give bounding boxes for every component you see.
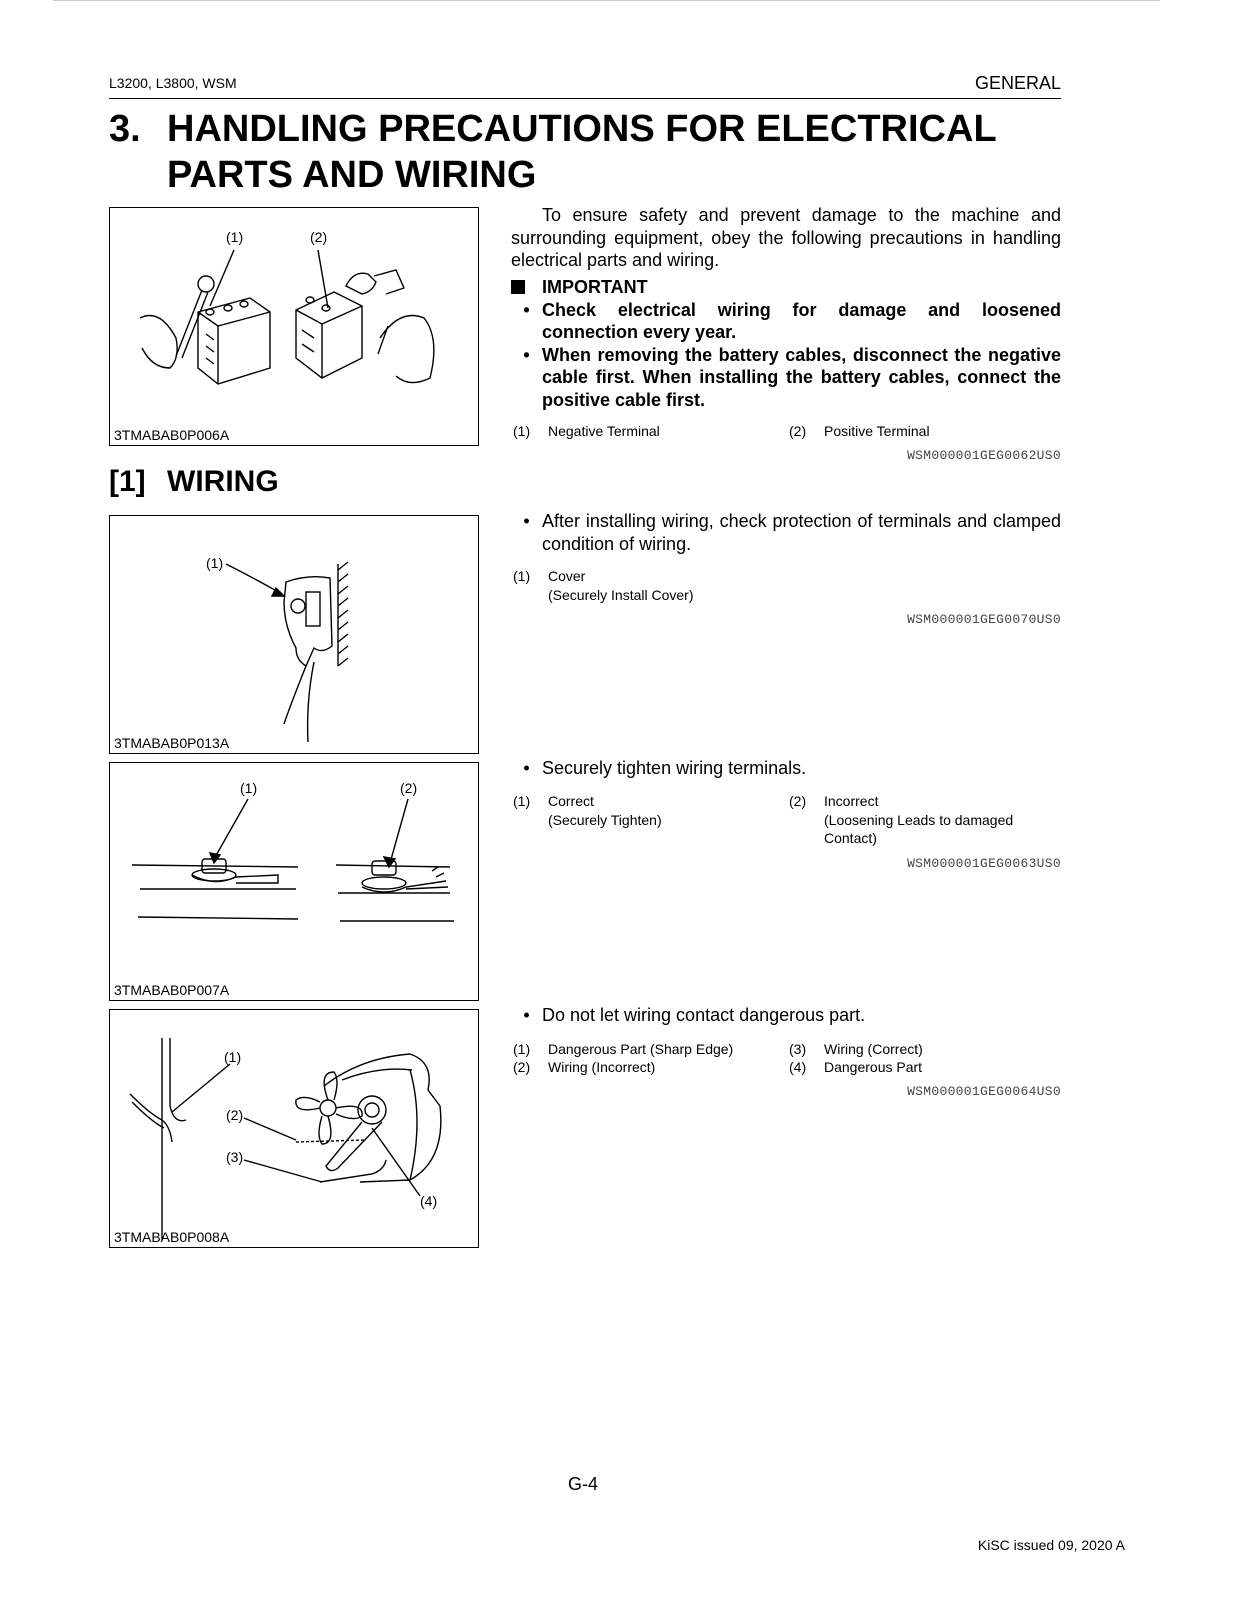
fig3-callout-2: (2) bbox=[400, 780, 418, 796]
fig2-bullet-text: After installing wiring, check protection of terminals and clamped condition of wiring. bbox=[542, 511, 1061, 554]
figure-battery-terminals bbox=[109, 207, 479, 446]
fig4-legend-1 bbox=[513, 1040, 733, 1059]
fig1-legend-2 bbox=[789, 422, 930, 441]
legend-text: (Securely Install Cover) bbox=[548, 586, 694, 603]
legend-text: Wiring (Incorrect) bbox=[548, 1059, 656, 1075]
fig4-legend-4 bbox=[789, 1058, 922, 1077]
important-block bbox=[511, 276, 1061, 411]
fig2-legend-1 bbox=[513, 567, 694, 604]
intro-paragraph: To ensure safety and prevent damage to the machine and surrounding equipment, obey the following precautions in handling electrical parts and wiring. bbox=[511, 205, 1061, 270]
fig1-legend-1 bbox=[513, 422, 660, 441]
header-chapter: GENERAL bbox=[974, 73, 1061, 93]
legend-text: Negative Terminal bbox=[548, 423, 660, 439]
figure-3-caption: 3TMABAB0P007A bbox=[114, 982, 230, 998]
header-rule bbox=[109, 98, 1061, 99]
subsection-number: [1] bbox=[109, 465, 146, 498]
legend-text: (Loosening Leads to damaged bbox=[824, 811, 1014, 828]
legend-text: Cover bbox=[548, 568, 586, 584]
document-code-1: WSM000001GEG0062US0 bbox=[907, 448, 1061, 463]
legend-text: Contact) bbox=[824, 830, 877, 846]
fig3-legend-1 bbox=[513, 792, 662, 829]
important-bullet-text-1: Check electrical wiring for damage and loosened connection every year. bbox=[542, 299, 1061, 342]
fig4-bullet bbox=[511, 1004, 1061, 1027]
important-bullet bbox=[511, 299, 1061, 344]
fig4-callout-2: (2) bbox=[226, 1107, 244, 1123]
fig4-legend-2 bbox=[513, 1058, 655, 1077]
legend-number: (1) bbox=[513, 1041, 531, 1057]
legend-number: (2) bbox=[513, 1059, 531, 1075]
bullet-icon: • bbox=[523, 299, 530, 320]
subsection-label: WIRING bbox=[167, 465, 279, 498]
section-title bbox=[109, 106, 1061, 198]
legend-number: (1) bbox=[513, 423, 531, 439]
legend-text: Incorrect bbox=[824, 793, 879, 809]
legend-number: (1) bbox=[513, 793, 531, 809]
fig3-legend-2 bbox=[789, 792, 1013, 848]
subsection-title bbox=[109, 465, 279, 499]
top-border-line bbox=[53, 0, 1160, 1]
legend-text: (Securely Tighten) bbox=[548, 811, 662, 828]
figure-terminal-cover bbox=[109, 515, 479, 754]
fig3-bullet bbox=[511, 757, 1061, 780]
bullet-icon: • bbox=[523, 1005, 530, 1025]
figure-1-caption: 3TMABAB0P006A bbox=[114, 427, 230, 443]
document-code-4: WSM000001GEG0064US0 bbox=[907, 1084, 1061, 1099]
bullet-icon: • bbox=[523, 758, 530, 778]
document-code-2: WSM000001GEG0070US0 bbox=[907, 612, 1061, 627]
figure-tighten-terminals bbox=[109, 762, 479, 1001]
legend-number: (4) bbox=[789, 1059, 807, 1075]
fig4-legend-3 bbox=[789, 1040, 923, 1059]
legend-number: (1) bbox=[513, 568, 531, 584]
terminal-tightening-illustration bbox=[110, 763, 478, 1000]
document-code-3: WSM000001GEG0063US0 bbox=[907, 856, 1061, 871]
legend-number: (2) bbox=[789, 423, 807, 439]
legend-text: Wiring (Correct) bbox=[824, 1041, 923, 1057]
section-title-line2: PARTS AND WIRING bbox=[167, 154, 537, 196]
square-bullet-icon bbox=[511, 280, 525, 294]
fig4-callout-3: (3) bbox=[226, 1149, 244, 1165]
header-model: L3200, L3800, WSM bbox=[109, 75, 237, 91]
issue-note: KiSC issued 09, 2020 A bbox=[977, 1537, 1125, 1553]
bullet-icon: • bbox=[523, 511, 530, 531]
fig4-bullet-text: Do not let wiring contact dangerous part. bbox=[542, 1005, 866, 1025]
figure-dangerous-parts bbox=[109, 1009, 479, 1248]
legend-text: Dangerous Part bbox=[824, 1059, 923, 1075]
fig4-callout-1: (1) bbox=[224, 1049, 242, 1065]
section-number: 3. bbox=[109, 108, 141, 150]
fig2-bullet bbox=[511, 510, 1061, 555]
bullet-icon: • bbox=[523, 344, 530, 365]
engine-fan-illustration bbox=[110, 1010, 478, 1247]
important-heading bbox=[511, 276, 1061, 299]
section-title-line1: HANDLING PRECAUTIONS FOR ELECTRICAL bbox=[167, 108, 997, 150]
figure-2-caption: 3TMABAB0P013A bbox=[114, 735, 230, 751]
legend-text: Positive Terminal bbox=[824, 423, 930, 439]
important-bullet bbox=[511, 344, 1061, 412]
fig3-bullet-text: Securely tighten wiring terminals. bbox=[542, 758, 807, 778]
fig1-callout-1: (1) bbox=[226, 229, 244, 245]
fig2-callout-1: (1) bbox=[206, 555, 224, 571]
legend-text: Correct bbox=[548, 793, 594, 809]
battery-illustration bbox=[110, 208, 478, 445]
legend-number: (3) bbox=[789, 1041, 807, 1057]
fig3-callout-1: (1) bbox=[240, 780, 258, 796]
fig4-callout-4: (4) bbox=[420, 1193, 438, 1209]
figure-4-caption: 3TMABAB0P008A bbox=[114, 1229, 230, 1245]
page-number: G-4 bbox=[568, 1474, 599, 1494]
cover-illustration bbox=[110, 516, 478, 753]
legend-text: Dangerous Part (Sharp Edge) bbox=[548, 1041, 734, 1057]
legend-number: (2) bbox=[789, 793, 807, 809]
important-bullet-text-2: When removing the battery cables, disconnect the negative cable first. When installing the battery cables, connect the positive cable first. bbox=[542, 344, 1061, 410]
important-label: IMPORTANT bbox=[542, 277, 648, 297]
fig1-callout-2: (2) bbox=[310, 229, 328, 245]
